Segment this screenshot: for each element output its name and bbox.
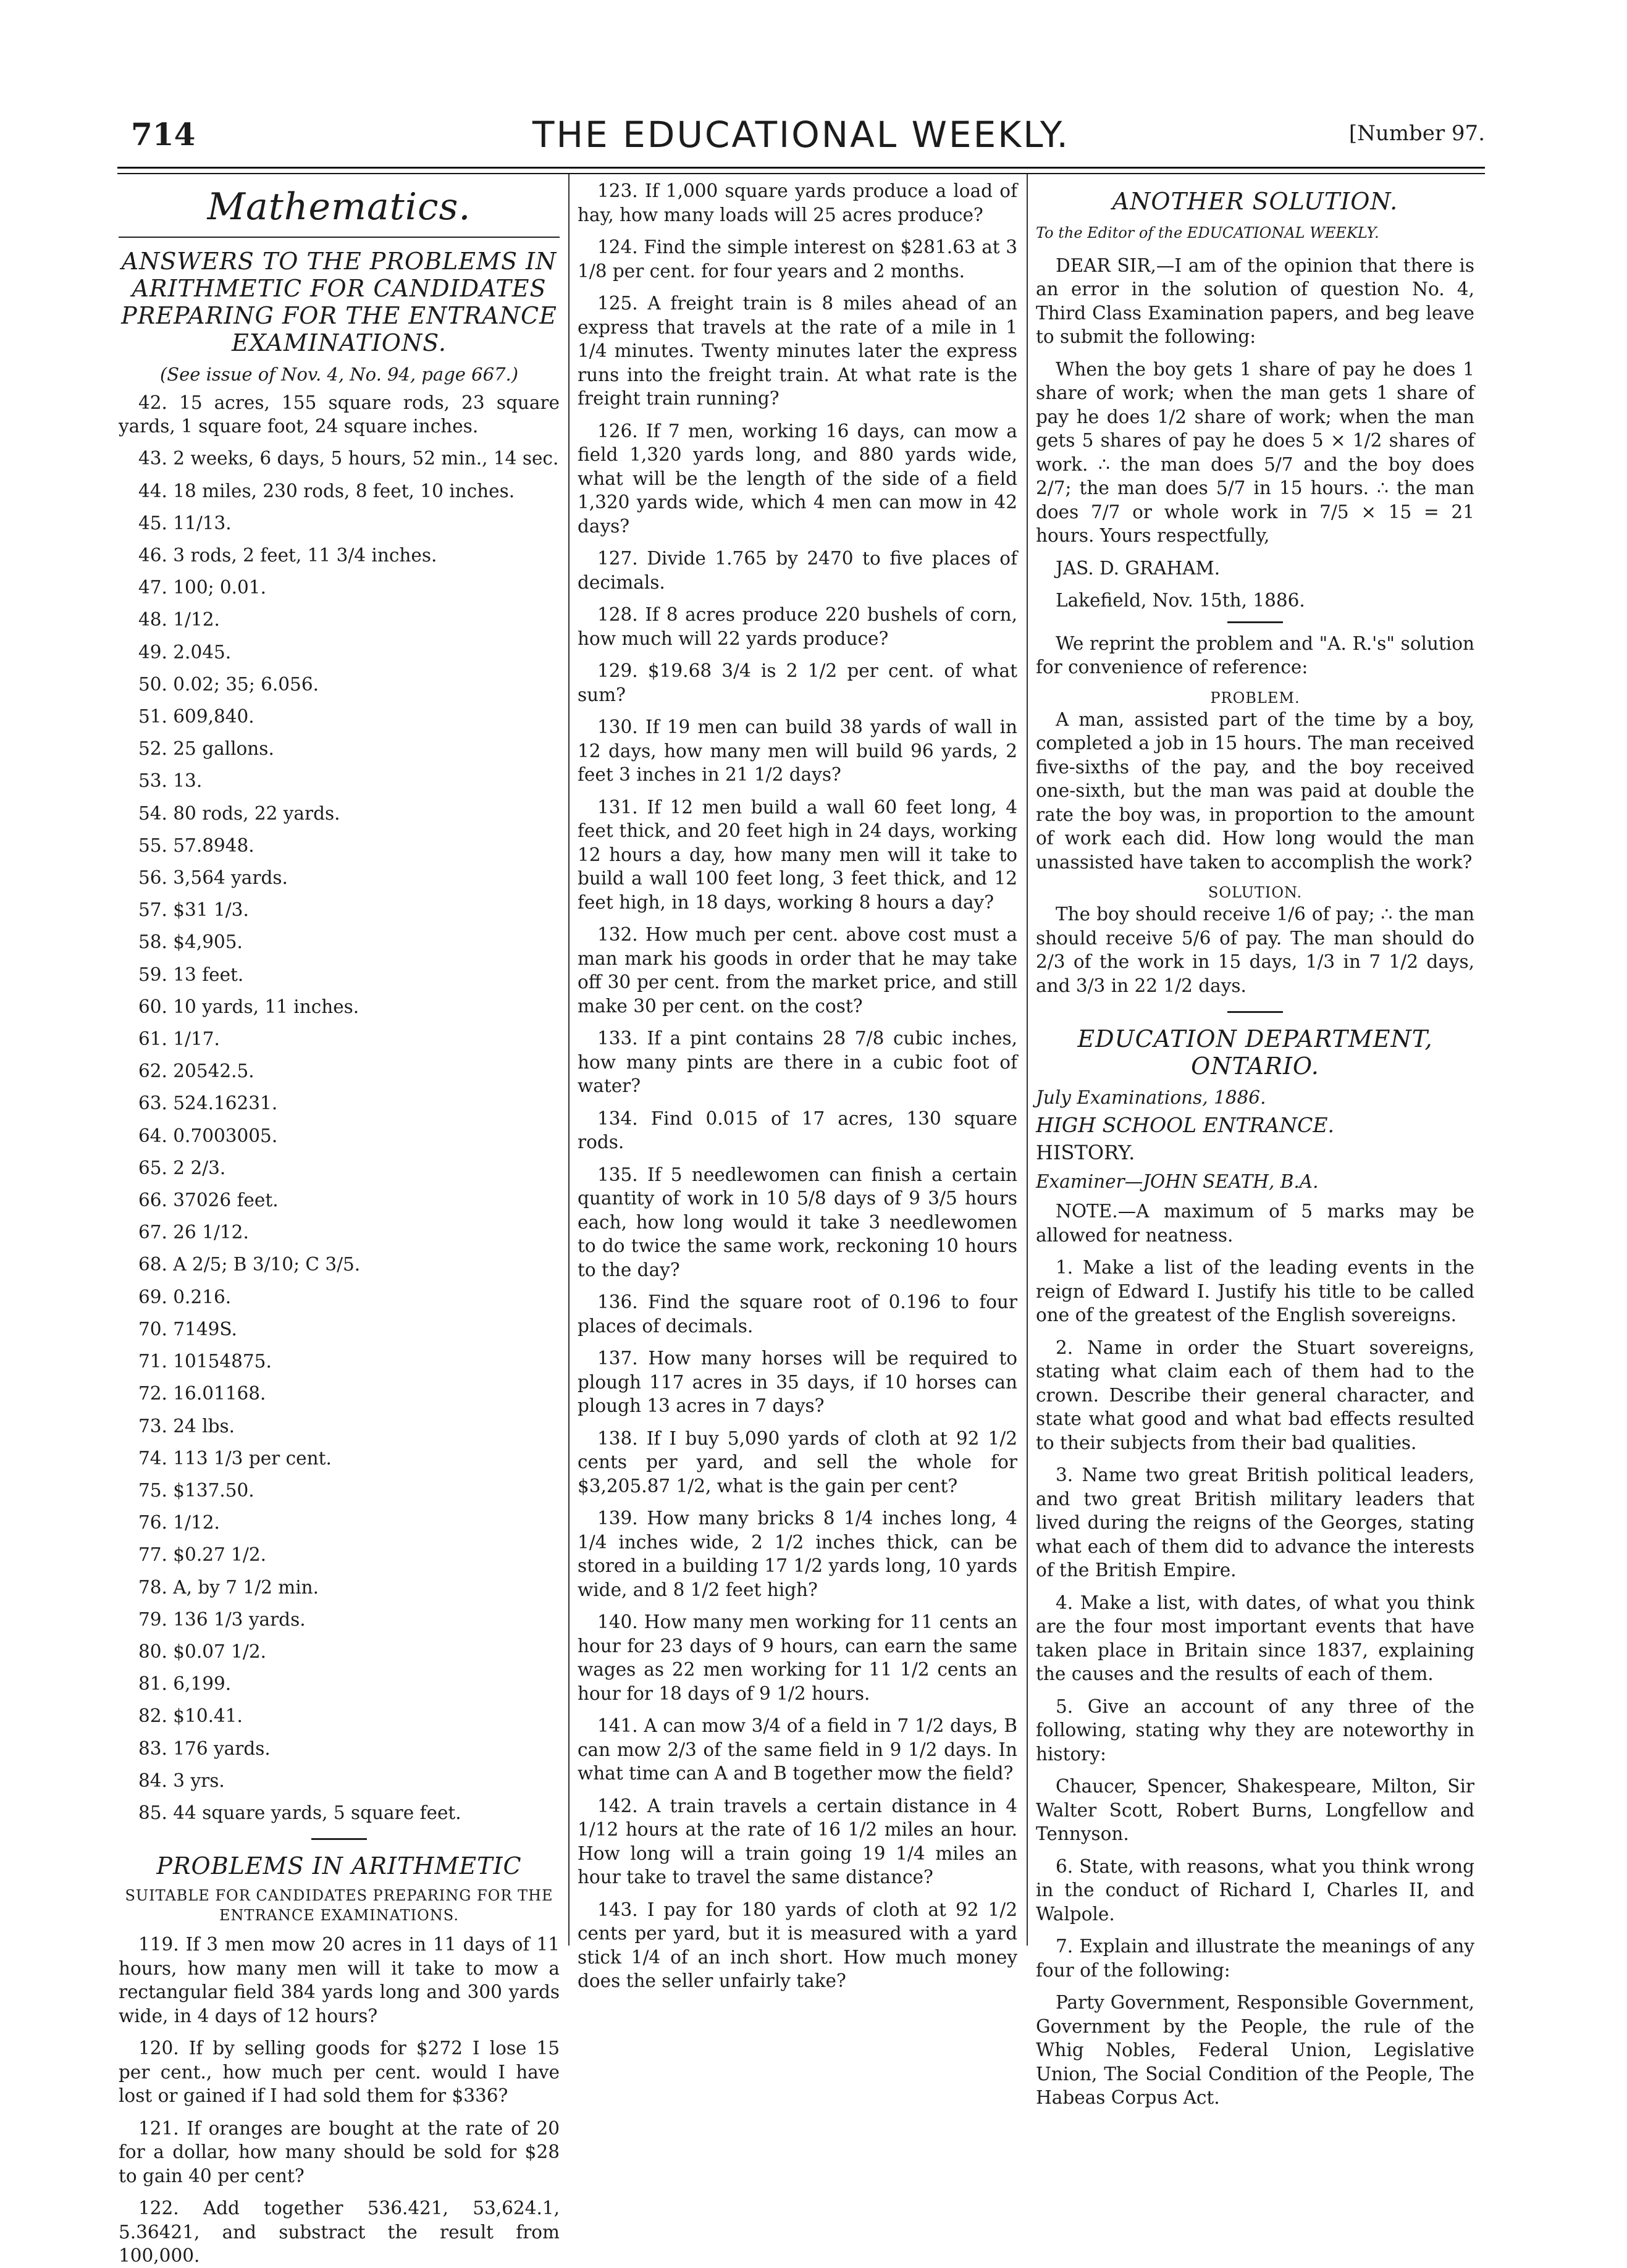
letter-paragraph: DEAR SIR,—I am of the opinion that there is an error in the solution of question No. 4, Third Class Examination papers, and beg leave to submit the following:	[1036, 254, 1474, 347]
exam-question: 2. Name in order the Stuart sovereigns, stating what claim each of them had to the crown. Describe their general character, and state what good and what bad effects resulted to their subjects from their bad qualities.	[1036, 1337, 1474, 1453]
another-solution-heading: ANOTHER SOLUTION.	[1112, 188, 1398, 215]
department-heading: EDUCATION DEPARTMENT, ONTARIO.	[1077, 1025, 1433, 1080]
answer-item: 75. $137.50.	[138, 1479, 254, 1501]
answer-item: 74. 113 1/3 per cent.	[138, 1447, 332, 1469]
page-header	[117, 104, 1485, 166]
problem-item: 127. Divide 1.765 by 2470 to five places of decimals.	[578, 548, 1017, 593]
exam-note: NOTE.—A maximum of 5 marks may be allowed for neatness.	[1036, 1201, 1474, 1246]
problem-item: 120. If by selling goods for $272 I lose 15 per cent., how much per cent. would I have lost or gained if I had sold them for $336?	[119, 2038, 560, 2107]
page-number: 714	[131, 116, 196, 153]
letter-paragraph: When the boy gets 1 share of pay he does 1 share of work; when the man gets 1 share of pay he does 1/2 share of work; when the man gets 5 shares of pay he does 5 × 1/2 shares of work. ∴ the man does 5/7 and the boy does 2/7; the man does 5/7 in 15 hours. ∴ the man does 7/7 or whole work in 7/5 × 15 = 21 hours. Yours respectfully,	[1036, 358, 1474, 546]
problem-item: 128. If 8 acres produce 220 bushels of corn, how much will 22 yards produce?	[578, 604, 1017, 649]
reprint-note: We reprint the problem and "A. R.'s" solution for convenience of reference:	[1036, 632, 1474, 678]
exam-question: 5. Give an account of any three of the following, stating why they are noteworthy in history:	[1036, 1695, 1474, 1765]
answer-item: 49. 2.045.	[138, 641, 232, 663]
answer-item: 82. $10.41.	[138, 1705, 243, 1727]
answer-item: 77. $0.27 1/2.	[138, 1544, 266, 1566]
answer-item: 60. 10 yards, 11 inches.	[138, 996, 359, 1017]
reprinted-problem: A man, assisted part of the time by a boy, completed a job in 15 hours. The man received five-sixths of the pay, and the boy received one-sixth, but the man was paid at double the rate the boy was, in proportion to the amount of work each did. How long would the man unassisted have taken to accomplish the work?	[1036, 708, 1474, 873]
problem-item: 141. A can mow 3/4 of a field in 7 1/2 days, B can mow 2/3 of the same field in 9 1/2 days. In what time can A and B together mow the field?	[578, 1715, 1017, 1784]
answer-item: 68. A 2/5; B 3/10; C 3/5.	[138, 1254, 361, 1275]
answer-item: 80. $0.07 1/2.	[138, 1640, 266, 1662]
problem-item: 126. If 7 men, working 16 days, can mow a field 1,320 yards long, and 880 yards wide, what will be the length of the side of a field 1,320 yards wide, which 4 men can mow in 42 days?	[578, 420, 1017, 537]
answer-item: 52. 25 gallons.	[138, 738, 274, 760]
exam-question: 4. Make a list, with dates, of what you think are the four most important events that have taken place in Britain since 1837, explaining the causes and the results of each of them.	[1036, 1592, 1474, 1684]
answer-item: 78. A, by 7 1/2 min.	[138, 1576, 319, 1598]
problem-item: 133. If a pint contains 28 7/8 cubic inches, how many pints are there in a cubic foot of water?	[578, 1028, 1017, 1096]
section-rule	[119, 237, 560, 238]
answer-item: 69. 0.216.	[138, 1286, 232, 1308]
exam-title: HIGH SCHOOL ENTRANCE.	[1036, 1112, 1334, 1137]
answer-item: 53. 13.	[138, 770, 203, 792]
answer-item: 54. 80 rods, 22 yards.	[138, 802, 340, 824]
exam-subject: HISTORY.	[1036, 1141, 1135, 1164]
column-middle	[578, 179, 1017, 1995]
answer-item: 44. 18 miles, 230 rods, 8 feet, 10 inches.	[138, 480, 515, 502]
exam-question: 3. Name two great British political leaders, and two great British military leaders that lived during the reigns of the Georges, stating what each of them did to advance the interests of the British Empire.	[1036, 1464, 1474, 1581]
answer-item: 71. 10154875.	[138, 1351, 272, 1372]
problem-item: 129. $19.68 3/4 is 2 1/2 per cent. of what sum?	[578, 660, 1017, 705]
answer-item: 56. 3,564 yards.	[138, 867, 288, 889]
answer-item: 47. 100; 0.01.	[138, 577, 266, 598]
answer-item: 67. 26 1/12.	[138, 1222, 249, 1243]
answer-item: 83. 176 yards.	[138, 1737, 271, 1759]
problem-item: 135. If 5 needlewomen can finish a certain quantity of work in 10 5/8 days of 9 3/5 hours each, how long would it take 3 needlewomen to do twice the same work, reckoning 10 hours to the day?	[578, 1164, 1017, 1280]
column-right	[1036, 179, 1474, 2108]
problem-item: 121. If oranges are bought at the rate of 20 for a dollar, how many should be sold for $28 to gain 40 per cent?	[119, 2117, 560, 2186]
answer-item: 51. 609,840.	[138, 706, 254, 728]
answer-item: 65. 2 2/3.	[138, 1157, 226, 1178]
answers-reference: (See issue of Nov. 4, No. 94, page 667.)	[159, 363, 519, 385]
problem-item: 122. Add together 536.421, 53,624.1, 5.36421, and substract the result from 100,000.	[119, 2198, 560, 2267]
problem-item: 123. If 1,000 square yards produce a load of hay, how many loads will 25 acres produce?	[578, 180, 1017, 225]
exam-date: July Examinations, 1886.	[1036, 1087, 1266, 1108]
answer-item: 50. 0.02; 35; 6.056.	[138, 673, 319, 695]
problem-item: 140. How many men working for 11 cents an hour for 23 days of 9 hours, can earn the same wages as 22 men working for 11 1/2 cents an hour for 18 days of 9 1/2 hours.	[578, 1611, 1017, 1704]
reprinted-solution: The boy should receive 1/6 of pay; ∴ the man should receive 5/6 of pay. The man should do 2/3 of the work in 15 days, 1/3 in 7 1/2 days, and 3/3 in 22 1/2 days.	[1036, 904, 1474, 996]
answer-item: 45. 11/13.	[138, 512, 232, 534]
answer-item: 64. 0.7003005.	[138, 1125, 278, 1146]
problem-item: 134. Find 0.015 of 17 acres, 130 square rods.	[578, 1107, 1017, 1153]
answer-item: 63. 524.16231.	[138, 1093, 278, 1114]
answer-item: 48. 1/12.	[138, 609, 220, 631]
exam-question: 6. State, with reasons, what you think wrong in the conduct of Richard I, Charles II, and Walpole.	[1036, 1855, 1474, 1925]
problem-item: 124. Find the simple interest on $281.63 at 3 1/8 per cent. for four years and 2 months.	[578, 237, 1017, 282]
examiner-line: Examiner—JOHN SEATH, B.A.	[1036, 1170, 1319, 1192]
problem-item: 131. If 12 men build a wall 60 feet long, 4 feet thick, and 20 feet high in 24 days, working 12 hours a day, how many men will it take to build a wall 100 feet long, 3 feet thick, and 12 feet high, in 18 days, working 8 hours a day?	[578, 796, 1017, 913]
problem-item: 132. How much per cent. above cost must a man mark his goods in order that he may take off 30 per cent. from the market price, and still make 30 per cent. on the cost?	[578, 924, 1017, 1017]
answer-item: 58. $4,905.	[138, 931, 243, 953]
problem-item: 125. A freight train is 8 miles ahead of an express that travels at the rate of a mile in 1 1/4 minutes. Twenty minutes later the express runs into the freight train. At what rate is the freight train running?	[578, 293, 1017, 409]
problems-subheading: SUITABLE FOR CANDIDATES PREPARING FOR THE ENTRANCE EXAMINATIONS.	[125, 1887, 553, 1925]
answer-item: 85. 44 square yards, 5 square feet.	[138, 1802, 461, 1823]
answer-item: 81. 6,199.	[138, 1673, 232, 1695]
problem-item: 139. How many bricks 8 1/4 inches long, 4 1/4 inches wide, 2 1/2 inches thick, can be stored in a building 17 1/2 yards long, 10 yards wide, and 8 1/2 feet high?	[578, 1508, 1017, 1600]
problem-item: 143. I pay for 180 yards of cloth at 92 1/2 cents per yard, but it is measured with a yard stick 1/4 of an inch short. How much money does the seller unfairly take?	[578, 1899, 1017, 1991]
exam-question: Party Government, Responsible Government, Government by the People, the rule of the Whig Nobles, Federal Union, Legislative Union, The Social Condition of the People, The Habeas Corpus Act.	[1036, 1992, 1474, 2108]
problem-item: 119. If 3 men mow 20 acres in 11 days of 11 hours, how many men will it take to mow a rectangular field 384 yards long and 300 yards wide, in 4 days of 12 hours?	[119, 1934, 560, 2026]
problem-item: 137. How many horses will be required to plough 117 acres in 35 days, if 10 horses can plough 13 acres in 7 days?	[578, 1348, 1017, 1416]
answer-item: 79. 136 1/3 yards.	[138, 1608, 306, 1630]
section-title: Mathematics.	[207, 185, 471, 229]
column-divider-1	[568, 174, 570, 1946]
answer-item: 59. 13 feet.	[138, 964, 244, 985]
section-divider	[311, 1838, 367, 1840]
problem-item: 138. If I buy 5,090 yards of cloth at 92 1/2 cents per yard, and sell the whole for $3,205.87 1/2, what is the gain per cent?	[578, 1427, 1017, 1497]
answer-item: 46. 3 rods, 2 feet, 11 3/4 inches.	[138, 545, 437, 566]
section-divider	[1227, 1011, 1283, 1013]
issue-number: [Number 97.	[1348, 121, 1485, 146]
answer-item: 57. $31 1/3.	[138, 899, 249, 921]
column-divider-2	[1027, 174, 1028, 1946]
problem-item: 130. If 19 men can build 38 yards of wall in 12 days, how many men will build 96 yards, 2 feet 3 inches in 21 1/2 days?	[578, 716, 1017, 785]
answer-item: 55. 57.8948.	[138, 834, 254, 856]
answer-item: 76. 1/12.	[138, 1512, 220, 1534]
answer-item: 73. 24 lbs.	[138, 1415, 235, 1437]
answer-item: 43. 2 weeks, 6 days, 5 hours, 52 min., 14 sec.	[138, 448, 559, 469]
header-rule-bottom	[117, 173, 1485, 174]
answer-item: 72. 16.01168.	[138, 1383, 266, 1405]
problems-heading: PROBLEMS IN ARITHMETIC	[156, 1852, 522, 1880]
problem-item: 136. Find the square root of 0.196 to four places of decimals.	[578, 1292, 1017, 1337]
column-left	[119, 179, 560, 2267]
problem-item: 142. A train travels a certain distance in 4 1/12 hours at the rate of 16 1/2 miles an hour. How long will a train going 19 1/4 miles an hour take to travel the same distance?	[578, 1795, 1017, 1888]
answer-item: 66. 37026 feet.	[138, 1190, 279, 1211]
answer-item: 62. 20542.5.	[138, 1060, 254, 1082]
answers-heading: ANSWERS TO THE PROBLEMS IN ARITHMETIC FOR CANDIDATES PREPARING FOR THE ENTRANCE EXAMINATIONS.	[121, 247, 557, 356]
answer-item: 61. 1/17.	[138, 1028, 220, 1050]
answer-item: 84. 3 yrs.	[138, 1770, 225, 1791]
section-divider	[1227, 621, 1283, 623]
exam-question: 1. Make a list of the leading events in the reign of Edward I. Justify his title to be called one of the greatest of the English sovereigns.	[1036, 1257, 1474, 1325]
problem-label: PROBLEM.	[1210, 689, 1300, 707]
exam-question: Chaucer, Spencer, Shakespeare, Milton, Sir Walter Scott, Robert Burns, Longfellow and Tennyson.	[1036, 1776, 1474, 1844]
letter-signature: JAS. D. GRAHAM.	[1056, 557, 1221, 579]
solution-label: SOLUTION.	[1208, 884, 1303, 901]
answer-item: 42. 15 acres, 155 square rods, 23 square yards, 1 square foot, 24 square inches.	[119, 392, 560, 437]
to-editor-line: To the Editor of the EDUCATIONAL WEEKLY.	[1036, 224, 1379, 242]
answers-list	[119, 391, 560, 1825]
masthead-title: THE EDUCATIONAL WEEKLY.	[532, 114, 1070, 156]
header-rule-top	[117, 167, 1485, 169]
exam-question: 7. Explain and illustrate the meanings of any four of the following:	[1036, 1936, 1474, 1981]
answer-item: 70. 7149S.	[138, 1318, 237, 1340]
letter-dateline: Lakefield, Nov. 15th, 1886.	[1056, 590, 1305, 611]
